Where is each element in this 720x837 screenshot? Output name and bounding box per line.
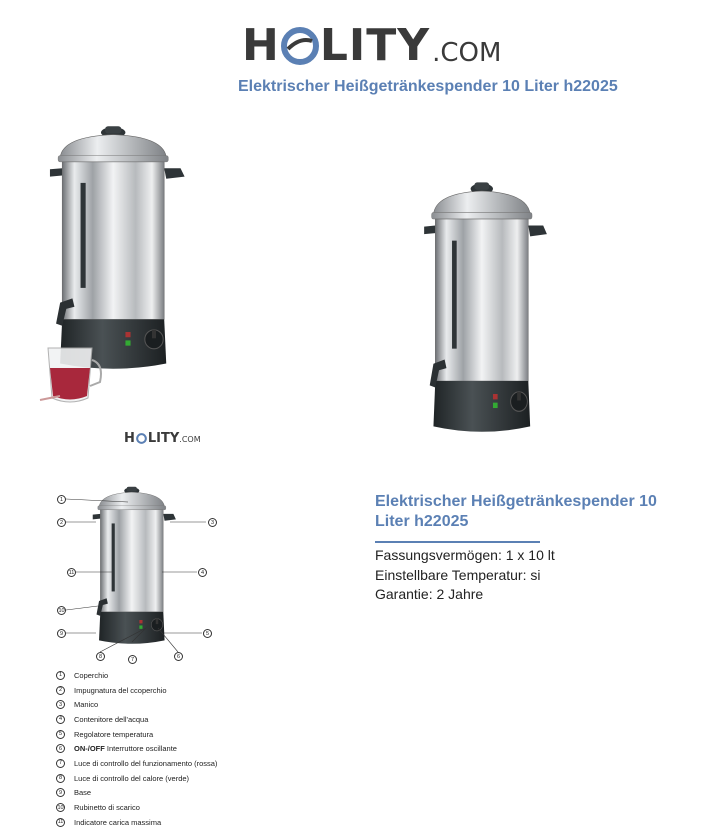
page-title: Elektrischer Heißgetränkespender 10 Liter h22025	[238, 78, 618, 95]
product-image-with-glass[interactable]	[36, 120, 196, 420]
legend-item	[56, 683, 217, 698]
logo-text-h: H	[242, 20, 280, 71]
legend-number: 4	[56, 715, 65, 724]
callout-9: 9	[57, 629, 66, 638]
legend-item	[56, 697, 217, 712]
legend-label: Luce di controllo del funzionamento (rossa)	[74, 758, 218, 768]
legend-number: 7	[56, 759, 65, 768]
legend-item	[56, 771, 217, 786]
parts-legend	[56, 668, 217, 830]
callout-11: 11	[68, 569, 75, 576]
legend-item	[56, 800, 217, 815]
legend-label: ON-/OFF Interruttore oscillante	[74, 744, 177, 754]
legend-number: 3	[56, 700, 65, 709]
urn-illustration-main	[410, 176, 560, 438]
small-logo-lity: LITY	[147, 431, 180, 446]
callout-3: 3	[208, 518, 217, 527]
spec-temperature: Einstellbare Temperatur: si	[375, 566, 541, 583]
callout-5: 5	[203, 629, 212, 638]
small-holity-logo	[124, 432, 201, 445]
callout-10: 10	[58, 607, 65, 614]
legend-item	[56, 815, 217, 830]
callout-8: 8	[96, 652, 105, 661]
product-image-main[interactable]	[410, 176, 560, 438]
legend-number: 11	[57, 819, 64, 826]
urn-illustration	[36, 120, 196, 420]
legend-number: 6	[56, 744, 65, 753]
holity-logo[interactable]	[242, 20, 502, 71]
divider	[375, 541, 540, 543]
callout-1: 1	[57, 495, 66, 504]
legend-item	[56, 756, 217, 771]
parts-diagram	[52, 482, 222, 667]
legend-item	[56, 786, 217, 801]
spec-warranty: Garantie: 2 Jahre	[375, 586, 484, 602]
callout-2: 2	[57, 518, 66, 527]
logo-globe-icon	[281, 27, 319, 65]
product-name: Elektrischer Heißgetränkespender 10 Liter h22025	[375, 493, 657, 530]
small-logo-h: H	[124, 431, 135, 446]
legend-item	[56, 712, 217, 727]
legend-item	[56, 741, 217, 756]
legend-label: Impugnatura del ccoperchio	[74, 685, 167, 695]
legend-number: 2	[56, 686, 65, 695]
legend-number: 9	[56, 788, 65, 797]
callout-7: 7	[128, 655, 137, 664]
legend-label: Rubinetto di scarico	[74, 803, 140, 813]
legend-number: 1	[56, 671, 65, 680]
urn-diagram	[52, 482, 222, 667]
legend-label: Regolatore temperatura	[74, 729, 154, 739]
legend-item	[56, 668, 217, 683]
spec-capacity: Fassungsvermögen: 1 x 10 lt	[375, 547, 555, 563]
callout-6: 6	[174, 652, 183, 661]
callout-4: 4	[198, 568, 207, 577]
product-specs	[375, 546, 555, 605]
logo-text-com: .COM	[432, 38, 502, 68]
legend-label: Manico	[74, 700, 99, 710]
legend-label: Indicatore carica massima	[74, 817, 162, 827]
small-logo-globe-icon	[136, 433, 147, 444]
legend-number: 5	[56, 730, 65, 739]
legend-label: Luce di controllo del calore (verde)	[74, 773, 190, 783]
legend-number: 10	[57, 804, 64, 811]
legend-label: Contenitore dell'acqua	[74, 714, 149, 724]
legend-label: Base	[74, 788, 92, 798]
legend-item	[56, 727, 217, 742]
legend-label: Coperchio	[74, 670, 109, 680]
legend-number: 8	[56, 774, 65, 783]
logo-text-lity: LITY	[319, 20, 431, 71]
small-logo-com: .COM	[179, 435, 201, 444]
